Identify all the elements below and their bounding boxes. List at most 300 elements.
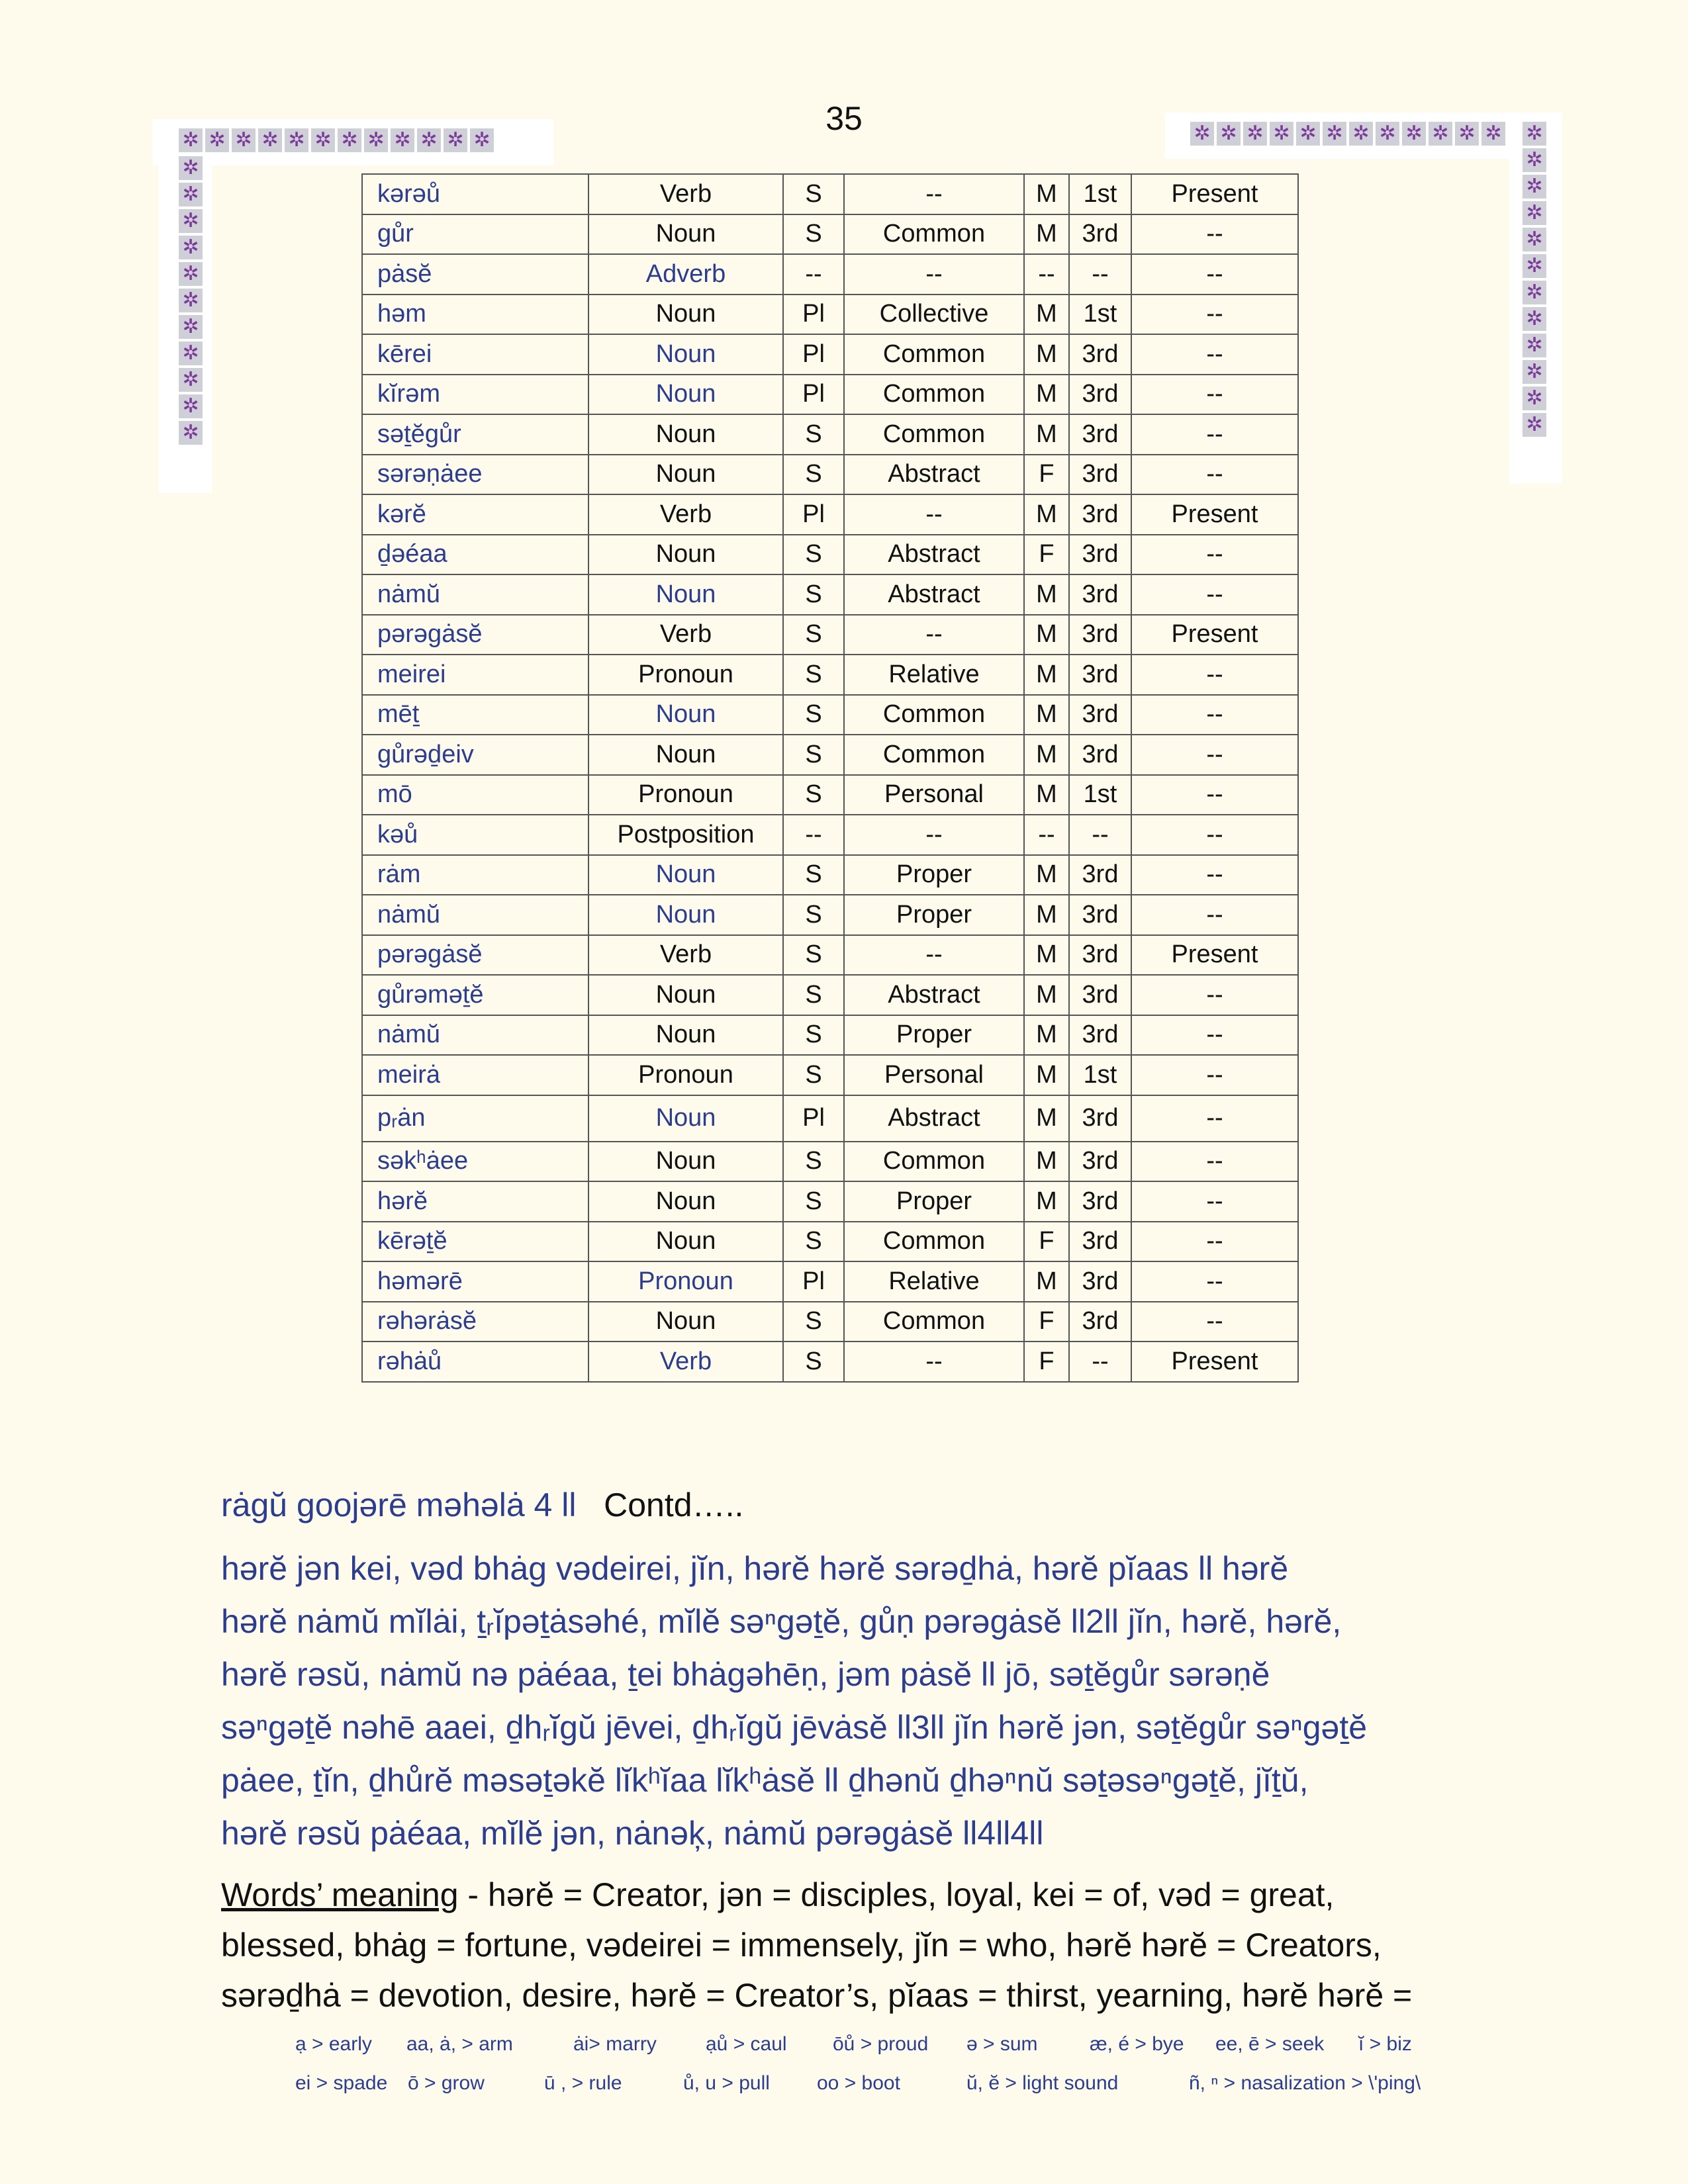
- table-cell: --: [1131, 855, 1298, 895]
- table-cell: Verb: [588, 935, 783, 976]
- table-cell: 3rd: [1069, 615, 1131, 655]
- table-cell: Noun: [588, 1142, 783, 1182]
- table-cell: gůrəḏeiv: [362, 735, 588, 775]
- table-cell: Noun: [588, 455, 783, 495]
- table-cell: --: [1131, 455, 1298, 495]
- table-cell: M: [1024, 935, 1069, 976]
- table-cell: 3rd: [1069, 695, 1131, 735]
- table-cell: Noun: [588, 375, 783, 415]
- page-number: 35: [825, 100, 863, 137]
- table-cell: --: [1131, 295, 1298, 335]
- table-cell: S: [783, 1222, 844, 1262]
- table-row: [362, 1302, 1298, 1342]
- table-cell: Present: [1131, 174, 1298, 214]
- flower-icon: ✲: [1243, 122, 1267, 146]
- flower-icon: ✲: [179, 183, 203, 206]
- table-cell: 3rd: [1069, 334, 1131, 375]
- table-cell: S: [783, 775, 844, 815]
- table-cell: S: [783, 735, 844, 775]
- table-cell: M: [1024, 1181, 1069, 1222]
- table-cell: S: [783, 1015, 844, 1056]
- verse-line: səⁿgəṯĕ nəhē aaei, ḏhᵣĭgŭ jēvei, ḏhᵣĭgŭ jēvȧsĕ ll3ll jĭn hərĕ jən, səṯĕgůr səⁿgəṯĕ: [221, 1709, 1368, 1746]
- table-cell: --: [1131, 775, 1298, 815]
- table-cell: kĭrəm: [362, 375, 588, 415]
- ornament-border-left: [179, 156, 203, 445]
- table-cell: 3rd: [1069, 855, 1131, 895]
- table-row: [362, 214, 1298, 255]
- flower-icon: ✲: [1296, 122, 1320, 146]
- table-cell: Abstract: [844, 455, 1024, 495]
- table-cell: S: [783, 1342, 844, 1382]
- table-cell: Pl: [783, 494, 844, 535]
- table-cell: M: [1024, 375, 1069, 415]
- table-cell: S: [783, 174, 844, 214]
- table-cell: F: [1024, 1222, 1069, 1262]
- table-cell: --: [1131, 375, 1298, 415]
- flower-icon: ✲: [1523, 148, 1546, 172]
- table-cell: S: [783, 615, 844, 655]
- table-cell: Pl: [783, 375, 844, 415]
- table-cell: 3rd: [1069, 574, 1131, 615]
- table-row: [362, 254, 1298, 295]
- table-cell: 3rd: [1069, 935, 1131, 976]
- table-cell: Noun: [588, 295, 783, 335]
- flower-icon: ✲: [1523, 122, 1546, 146]
- table-cell: --: [844, 254, 1024, 295]
- table-cell: M: [1024, 174, 1069, 214]
- flower-icon: ✲: [205, 128, 229, 152]
- table-cell: M: [1024, 1095, 1069, 1142]
- flower-icon: ✲: [1190, 122, 1214, 146]
- table-cell: Pl: [783, 295, 844, 335]
- table-cell: 3rd: [1069, 895, 1131, 935]
- table-cell: 3rd: [1069, 494, 1131, 535]
- table-cell: Pronoun: [588, 1055, 783, 1095]
- table-cell: həm: [362, 295, 588, 335]
- table-cell: 3rd: [1069, 214, 1131, 255]
- table-cell: --: [1131, 735, 1298, 775]
- table-cell: --: [844, 174, 1024, 214]
- table-cell: Proper: [844, 1015, 1024, 1056]
- table-cell: Verb: [588, 1342, 783, 1382]
- table-cell: S: [783, 1302, 844, 1342]
- table-cell: --: [1131, 535, 1298, 575]
- flower-icon: ✲: [417, 128, 441, 152]
- table-cell: Verb: [588, 615, 783, 655]
- flower-icon: ✲: [1376, 122, 1399, 146]
- table-row: [362, 535, 1298, 575]
- table-cell: Noun: [588, 695, 783, 735]
- table-cell: 1st: [1069, 775, 1131, 815]
- legend-item: ạů > caul: [706, 2033, 787, 2055]
- table-cell: --: [844, 815, 1024, 855]
- table-cell: gůrəməṯĕ: [362, 975, 588, 1015]
- grammar-table: [361, 173, 1299, 1383]
- table-cell: 3rd: [1069, 455, 1131, 495]
- table-cell: Noun: [588, 735, 783, 775]
- table-cell: Common: [844, 375, 1024, 415]
- table-row: [362, 695, 1298, 735]
- legend-item: ñ, ⁿ > nasalization > \'ping\: [1189, 2072, 1421, 2094]
- flower-icon: ✲: [391, 128, 414, 152]
- table-cell: 3rd: [1069, 1222, 1131, 1262]
- table-cell: S: [783, 855, 844, 895]
- meaning-heading: Words’ meaning: [221, 1876, 459, 1913]
- flower-icon: ✲: [1523, 201, 1546, 225]
- table-cell: Collective: [844, 295, 1024, 335]
- table-row: [362, 775, 1298, 815]
- table-row: [362, 295, 1298, 335]
- flower-icon: ✲: [1523, 334, 1546, 357]
- flower-icon: ✲: [1455, 122, 1479, 146]
- flower-icon: ✲: [1523, 254, 1546, 278]
- table-cell: S: [783, 975, 844, 1015]
- legend-item: æ, é > bye: [1090, 2033, 1184, 2055]
- flower-icon: ✲: [179, 341, 203, 365]
- verse-line: hərĕ rəsŭ, nȧmŭ nə pȧéaa, ṯei bhȧgəhēṇ, jəm pȧsĕ ll jō, səṯĕgůr sərəṇĕ: [221, 1656, 1270, 1693]
- table-cell: --: [1024, 815, 1069, 855]
- table-row: [362, 1181, 1298, 1222]
- table-cell: --: [1131, 1261, 1298, 1302]
- table-cell: --: [1131, 414, 1298, 455]
- legend-item: ū , > rule: [544, 2072, 622, 2094]
- table-cell: Noun: [588, 334, 783, 375]
- table-cell: --: [1024, 254, 1069, 295]
- table-row: [362, 855, 1298, 895]
- table-row: [362, 174, 1298, 214]
- table-cell: 1st: [1069, 174, 1131, 214]
- flower-icon: ✲: [1523, 413, 1546, 437]
- legend-item: ŭ, ĕ > light sound: [966, 2072, 1119, 2094]
- table-cell: M: [1024, 334, 1069, 375]
- table-cell: --: [1131, 1015, 1298, 1056]
- flower-icon: ✲: [1217, 122, 1241, 146]
- table-cell: sərəṇȧee: [362, 455, 588, 495]
- table-row: [362, 655, 1298, 695]
- table-cell: M: [1024, 1142, 1069, 1182]
- table-cell: Noun: [588, 895, 783, 935]
- flower-icon: ✲: [258, 128, 282, 152]
- table-cell: Personal: [844, 1055, 1024, 1095]
- table-cell: Noun: [588, 975, 783, 1015]
- table-cell: Noun: [588, 855, 783, 895]
- table-cell: Adverb: [588, 254, 783, 295]
- flower-icon: ✲: [1523, 228, 1546, 251]
- table-cell: Noun: [588, 1095, 783, 1142]
- table-cell: M: [1024, 735, 1069, 775]
- table-cell: kērei: [362, 334, 588, 375]
- table-cell: --: [1069, 1342, 1131, 1382]
- table-cell: 3rd: [1069, 375, 1131, 415]
- table-cell: 3rd: [1069, 1181, 1131, 1222]
- table-cell: M: [1024, 1261, 1069, 1302]
- table-cell: Proper: [844, 1181, 1024, 1222]
- verse-title-contd: Contd…..: [604, 1486, 744, 1524]
- table-cell: Common: [844, 1142, 1024, 1182]
- table-cell: Noun: [588, 414, 783, 455]
- table-cell: --: [1131, 1222, 1298, 1262]
- table-cell: F: [1024, 1302, 1069, 1342]
- table-cell: F: [1024, 455, 1069, 495]
- table-cell: səkʰȧee: [362, 1142, 588, 1182]
- verse-line: hərĕ nȧmŭ mĭlȧi, ṯᵣĭpəṯȧsəhé, mĭlĕ səⁿgəṯĕ, gůṇ pərəgȧsĕ ll2ll jĭn, hərĕ, hərĕ,: [221, 1603, 1342, 1640]
- table-cell: S: [783, 695, 844, 735]
- flower-icon: ✲: [1523, 307, 1546, 331]
- table-cell: Abstract: [844, 1095, 1024, 1142]
- table-cell: meirei: [362, 655, 588, 695]
- table-cell: --: [844, 615, 1024, 655]
- table-cell: Relative: [844, 655, 1024, 695]
- meaning-line: blessed, bhȧg = fortune, vədeirei = immensely, jĭn = who, hərĕ hərĕ = Creators,: [221, 1927, 1382, 1964]
- table-cell: Proper: [844, 855, 1024, 895]
- table-cell: 1st: [1069, 295, 1131, 335]
- table-cell: --: [1069, 815, 1131, 855]
- table-row: [362, 414, 1298, 455]
- table-cell: --: [1131, 1181, 1298, 1222]
- table-cell: --: [1131, 214, 1298, 255]
- table-cell: --: [1131, 574, 1298, 615]
- table-cell: Noun: [588, 1222, 783, 1262]
- legend-item: aa, ȧ, > arm: [406, 2033, 513, 2055]
- table-cell: S: [783, 574, 844, 615]
- table-cell: pərəgȧsĕ: [362, 615, 588, 655]
- table-row: [362, 975, 1298, 1015]
- flower-icon: ✲: [285, 128, 308, 152]
- table-row: [362, 375, 1298, 415]
- table-cell: mō: [362, 775, 588, 815]
- table-cell: nȧmŭ: [362, 895, 588, 935]
- table-row: [362, 615, 1298, 655]
- table-cell: pᵣȧn: [362, 1095, 588, 1142]
- table-cell: nȧmŭ: [362, 574, 588, 615]
- table-cell: --: [1131, 815, 1298, 855]
- legend-item: ạ > early: [295, 2033, 372, 2055]
- legend-item: ĭ > biz: [1358, 2033, 1412, 2055]
- table-cell: nȧmŭ: [362, 1015, 588, 1056]
- verse-line: hərĕ jən kei, vəd bhȧg vədeirei, jĭn, hərĕ hərĕ sərəḏhȧ, hərĕ pĭaas ll hərĕ: [221, 1550, 1289, 1587]
- table-cell: M: [1024, 655, 1069, 695]
- flower-icon: ✲: [1349, 122, 1373, 146]
- words-meaning: [221, 1870, 1492, 2021]
- table-row: [362, 1015, 1298, 1056]
- table-cell: hərĕ: [362, 1181, 588, 1222]
- table-cell: 1st: [1069, 1055, 1131, 1095]
- table-cell: Common: [844, 695, 1024, 735]
- table-cell: Noun: [588, 1015, 783, 1056]
- table-cell: M: [1024, 855, 1069, 895]
- verse-line: hərĕ rəsŭ pȧéaa, mĭlĕ jən, nȧnəķ, nȧmŭ pərəgȧsĕ ll4ll4ll: [221, 1815, 1044, 1852]
- table-cell: S: [783, 1142, 844, 1182]
- table-cell: 3rd: [1069, 1095, 1131, 1142]
- table-cell: M: [1024, 615, 1069, 655]
- legend-item: ů, u > pull: [683, 2072, 770, 2094]
- table-cell: M: [1024, 975, 1069, 1015]
- table-cell: gůr: [362, 214, 588, 255]
- flower-icon: ✲: [179, 315, 203, 339]
- flower-icon: ✲: [179, 236, 203, 259]
- table-cell: Common: [844, 735, 1024, 775]
- table-cell: səṯĕgůr: [362, 414, 588, 455]
- table-row: [362, 935, 1298, 976]
- flower-icon: ✲: [364, 128, 388, 152]
- table-cell: kəů: [362, 815, 588, 855]
- table-cell: Pronoun: [588, 1261, 783, 1302]
- table-cell: 3rd: [1069, 1302, 1131, 1342]
- table-cell: Present: [1131, 1342, 1298, 1382]
- legend-item: ō > grow: [408, 2072, 485, 2094]
- table-cell: --: [1131, 1302, 1298, 1342]
- table-cell: M: [1024, 775, 1069, 815]
- table-cell: Common: [844, 414, 1024, 455]
- table-cell: pərəgȧsĕ: [362, 935, 588, 976]
- verse-text: [221, 1542, 1479, 1860]
- table-cell: --: [844, 494, 1024, 535]
- table-row: [362, 1095, 1298, 1142]
- table-cell: Abstract: [844, 574, 1024, 615]
- table-cell: M: [1024, 295, 1069, 335]
- flower-icon: ✲: [1270, 122, 1293, 146]
- table-cell: Pl: [783, 1261, 844, 1302]
- table-cell: S: [783, 655, 844, 695]
- table-cell: --: [1131, 695, 1298, 735]
- verse-line: pȧee, ṯĭn, ḏhůrĕ məsəṯəkĕ lĭkʰĭaa lĭkʰȧsĕ ll ḏhənŭ ḏhəⁿnŭ səṯəsəⁿgəṯĕ, jĭṯŭ,: [221, 1762, 1309, 1799]
- flower-icon: ✲: [311, 128, 335, 152]
- flower-icon: ✲: [444, 128, 467, 152]
- table-cell: 3rd: [1069, 735, 1131, 775]
- table-cell: 3rd: [1069, 414, 1131, 455]
- flower-icon: ✲: [1523, 387, 1546, 410]
- table-cell: Verb: [588, 174, 783, 214]
- flower-icon: ✲: [179, 128, 203, 152]
- table-cell: S: [783, 1055, 844, 1095]
- table-cell: rəhȧů: [362, 1342, 588, 1382]
- table-row: [362, 1342, 1298, 1382]
- table-cell: --: [1069, 254, 1131, 295]
- table-row: [362, 815, 1298, 855]
- table-cell: S: [783, 535, 844, 575]
- table-cell: Common: [844, 1222, 1024, 1262]
- table-cell: Pronoun: [588, 775, 783, 815]
- table-cell: kərəů: [362, 174, 588, 214]
- table-row: [362, 1055, 1298, 1095]
- meaning-line: - hərĕ = Creator, jən = disciples, loyal, kei = of, vəd = great,: [467, 1876, 1335, 1913]
- table-cell: --: [1131, 1055, 1298, 1095]
- table-row: [362, 895, 1298, 935]
- table-cell: S: [783, 455, 844, 495]
- ornament-border-top-left: [179, 128, 494, 152]
- legend-item: ōů > proud: [833, 2033, 929, 2055]
- table-cell: M: [1024, 1015, 1069, 1056]
- table-row: [362, 334, 1298, 375]
- flower-icon: ✲: [1323, 122, 1346, 146]
- verse-title-text: rȧgŭ goojərē məhəlȧ 4 ll: [221, 1486, 577, 1524]
- table-cell: S: [783, 895, 844, 935]
- table-cell: M: [1024, 214, 1069, 255]
- table-cell: --: [783, 254, 844, 295]
- legend-item: ə > sum: [966, 2033, 1038, 2055]
- table-cell: --: [1131, 895, 1298, 935]
- table-cell: Noun: [588, 1302, 783, 1342]
- flower-icon: ✲: [470, 128, 494, 152]
- flower-icon: ✲: [179, 209, 203, 233]
- flower-icon: ✲: [1523, 175, 1546, 199]
- table-cell: --: [1131, 1095, 1298, 1142]
- table-cell: 3rd: [1069, 1015, 1131, 1056]
- table-cell: 3rd: [1069, 975, 1131, 1015]
- table-cell: 3rd: [1069, 1142, 1131, 1182]
- table-cell: kərĕ: [362, 494, 588, 535]
- table-cell: Noun: [588, 1181, 783, 1222]
- table-cell: həmərē: [362, 1261, 588, 1302]
- table-cell: --: [844, 935, 1024, 976]
- table-cell: F: [1024, 535, 1069, 575]
- ornament-border-right: [1523, 122, 1546, 437]
- table-cell: M: [1024, 494, 1069, 535]
- table-cell: Noun: [588, 574, 783, 615]
- table-row: [362, 1261, 1298, 1302]
- table-row: [362, 735, 1298, 775]
- flower-icon: ✲: [179, 262, 203, 286]
- table-cell: 3rd: [1069, 655, 1131, 695]
- table-cell: Proper: [844, 895, 1024, 935]
- table-cell: Pl: [783, 1095, 844, 1142]
- table-cell: mēṯ: [362, 695, 588, 735]
- table-cell: Common: [844, 214, 1024, 255]
- table-cell: --: [783, 815, 844, 855]
- table-cell: Present: [1131, 615, 1298, 655]
- table-cell: --: [1131, 655, 1298, 695]
- flower-icon: ✲: [1402, 122, 1426, 146]
- flower-icon: ✲: [338, 128, 361, 152]
- table-row: [362, 1142, 1298, 1182]
- flower-icon: ✲: [179, 421, 203, 445]
- pronunciation-legend-row-1: [295, 2033, 1460, 2060]
- ornament-border-top-right: [1190, 122, 1505, 146]
- table-cell: Common: [844, 1302, 1024, 1342]
- table-cell: S: [783, 214, 844, 255]
- legend-item: oo > boot: [817, 2072, 900, 2094]
- table-cell: Relative: [844, 1261, 1024, 1302]
- table-cell: kērəṯĕ: [362, 1222, 588, 1262]
- table-cell: rȧm: [362, 855, 588, 895]
- flower-icon: ✲: [179, 156, 203, 180]
- table-cell: M: [1024, 895, 1069, 935]
- table-cell: Present: [1131, 494, 1298, 535]
- flower-icon: ✲: [1429, 122, 1452, 146]
- table-cell: --: [1131, 1142, 1298, 1182]
- pronunciation-legend-row-2: [295, 2072, 1460, 2099]
- table-row: [362, 494, 1298, 535]
- table-cell: M: [1024, 574, 1069, 615]
- meaning-line: sərəḏhȧ = devotion, desire, hərĕ = Creator’s, pĭaas = thirst, yearning, hərĕ hərĕ =: [221, 1977, 1413, 2014]
- flower-icon: ✲: [179, 394, 203, 418]
- table-cell: Noun: [588, 214, 783, 255]
- table-cell: --: [844, 1342, 1024, 1382]
- flower-icon: ✲: [1481, 122, 1505, 146]
- table-cell: M: [1024, 695, 1069, 735]
- table-cell: S: [783, 414, 844, 455]
- flower-icon: ✲: [1523, 281, 1546, 304]
- table-row: [362, 574, 1298, 615]
- table-row: [362, 455, 1298, 495]
- table-cell: Noun: [588, 535, 783, 575]
- table-cell: Personal: [844, 775, 1024, 815]
- table-cell: Verb: [588, 494, 783, 535]
- table-cell: Pl: [783, 334, 844, 375]
- table-cell: meirȧ: [362, 1055, 588, 1095]
- table-cell: M: [1024, 414, 1069, 455]
- table-cell: --: [1131, 254, 1298, 295]
